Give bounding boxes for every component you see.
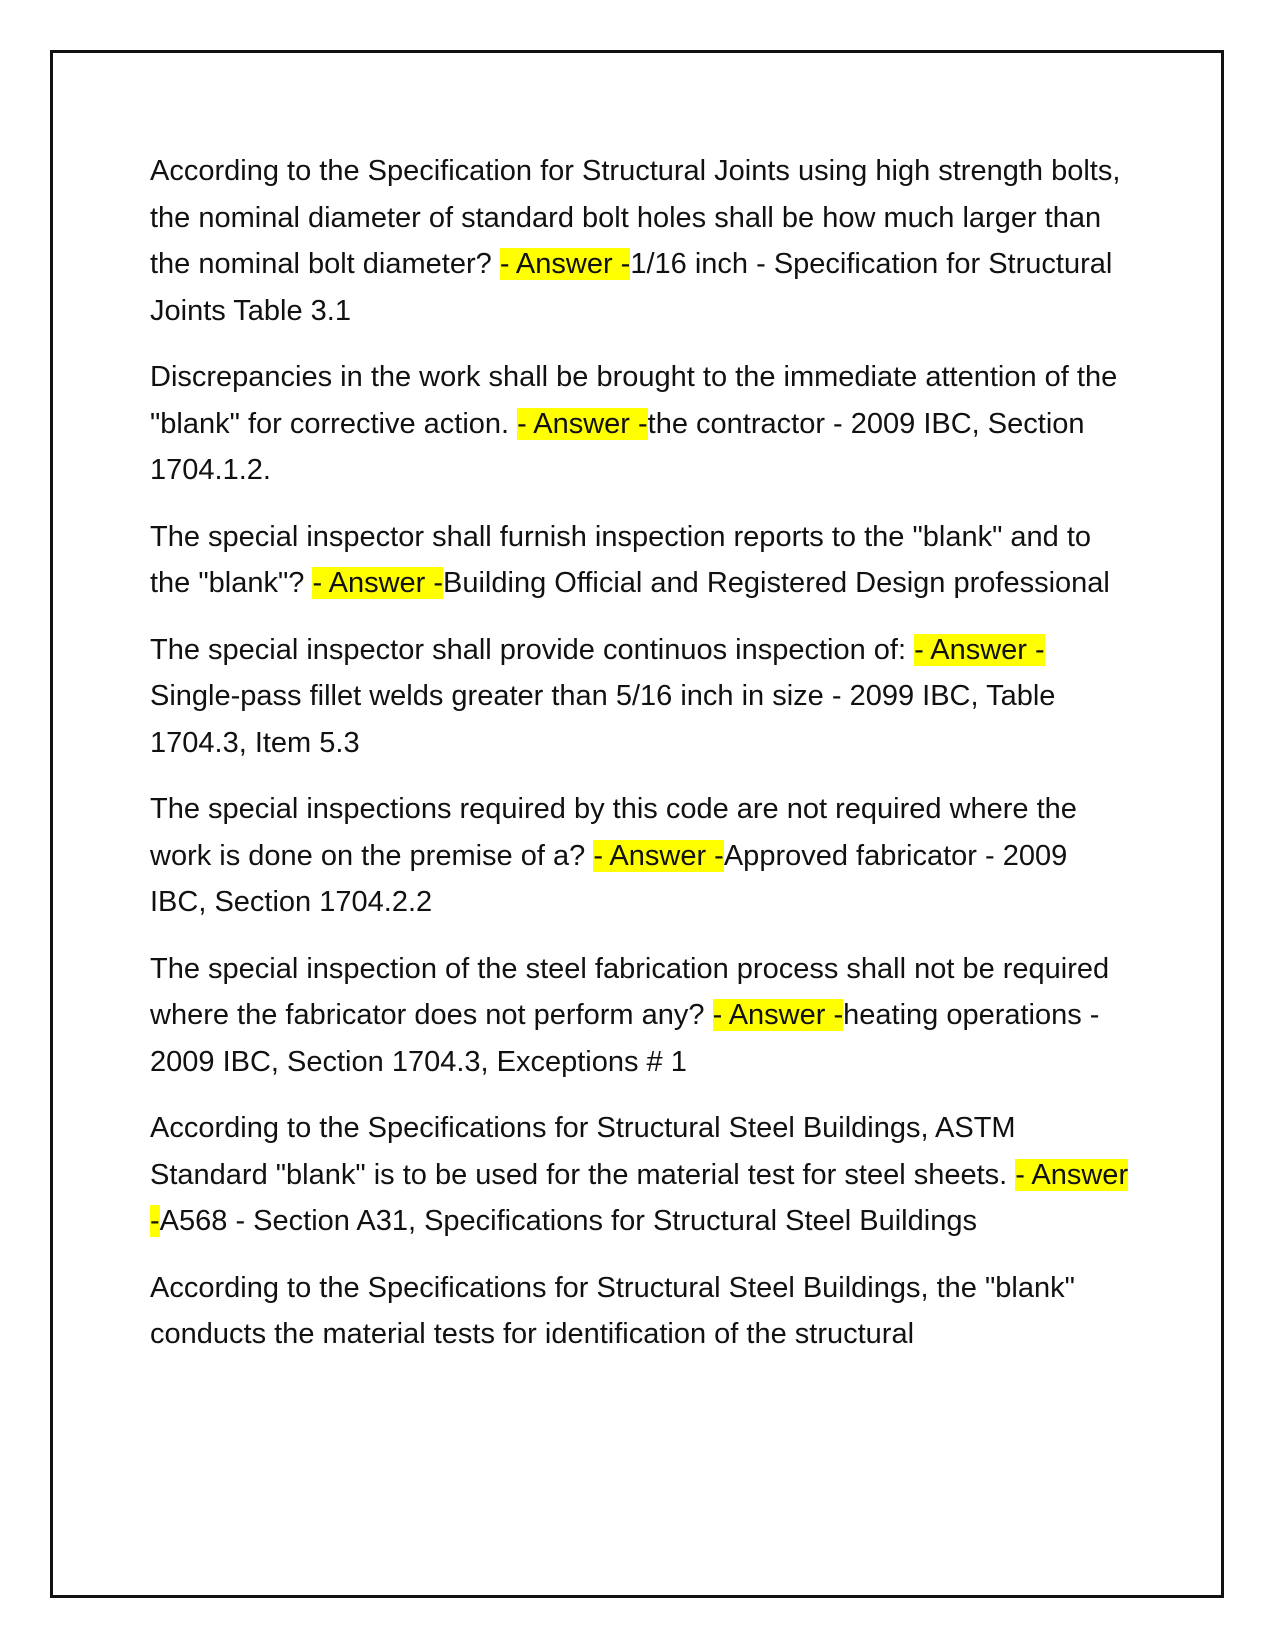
question-text: The special inspections required by this code are not required where the work is done on the premise of a?	[150, 793, 1077, 872]
answer-marker: - Answer -	[914, 633, 1045, 666]
qa-entry-6	[150, 946, 1130, 1086]
document-body	[150, 148, 1130, 1378]
qa-entry-5	[150, 786, 1130, 926]
answer-marker: - Answer -	[150, 1158, 1129, 1237]
question-text: The special inspector shall furnish inspection reports to the "blank" and to the "blank"?	[150, 520, 1092, 599]
qa-entry-3	[150, 514, 1130, 607]
qa-entry-1	[150, 148, 1130, 334]
answer-marker: - Answer -	[499, 248, 631, 280]
answer-text: A568 - Section A31, Specifications for Structural Steel Buildings	[159, 1205, 977, 1237]
qa-entry-8	[150, 1265, 1130, 1358]
qa-entry-4	[150, 627, 1130, 767]
answer-text: the contractor - 2009 IBC, Section 1704.1.2.	[150, 407, 1085, 486]
question-text: According to the Specifications for Structural Steel Buildings, the "blank" conducts the material tests for identification of the structural	[150, 1271, 1075, 1350]
question-text: The special inspector shall provide continuos inspection of:	[150, 633, 915, 666]
question-text: The special inspection of the steel fabrication process shall not be required where the fabricator does not perform any?	[150, 952, 1110, 1031]
qa-entry-7	[150, 1105, 1130, 1245]
answer-text: Building Official and Registered Design professional	[443, 567, 1110, 599]
answer-text: Single-pass fillet welds greater than 5/16 inch in size - 2099 IBC, Table 1704.3, Item 5.3	[150, 680, 1056, 759]
answer-text: 1/16 inch - Specification for Structural Joints Table 3.1	[150, 248, 1113, 327]
question-text: According to the Specification for Structural Joints using high strength bolts, the nominal diameter of standard bolt holes shall be how much larger than the nominal bolt diameter?	[150, 155, 1121, 280]
answer-text: heating operations - 2009 IBC, Section 1704.3, Exceptions # 1	[150, 999, 1100, 1078]
answer-marker: - Answer -	[312, 567, 444, 599]
answer-marker: - Answer -	[712, 999, 844, 1031]
answer-marker: - Answer -	[593, 839, 724, 872]
qa-entry-2	[150, 354, 1130, 494]
answer-marker: - Answer -	[517, 407, 648, 440]
answer-text: Approved fabricator - 2009 IBC, Section 1704.2.2	[150, 839, 1068, 918]
question-text: According to the Specifications for Structural Steel Buildings, ASTM Standard "blank" is to be used for the material test for steel sheets.	[150, 1112, 1016, 1191]
question-text: Discrepancies in the work shall be brought to the immediate attention of the "blank" for corrective action.	[150, 361, 1118, 440]
